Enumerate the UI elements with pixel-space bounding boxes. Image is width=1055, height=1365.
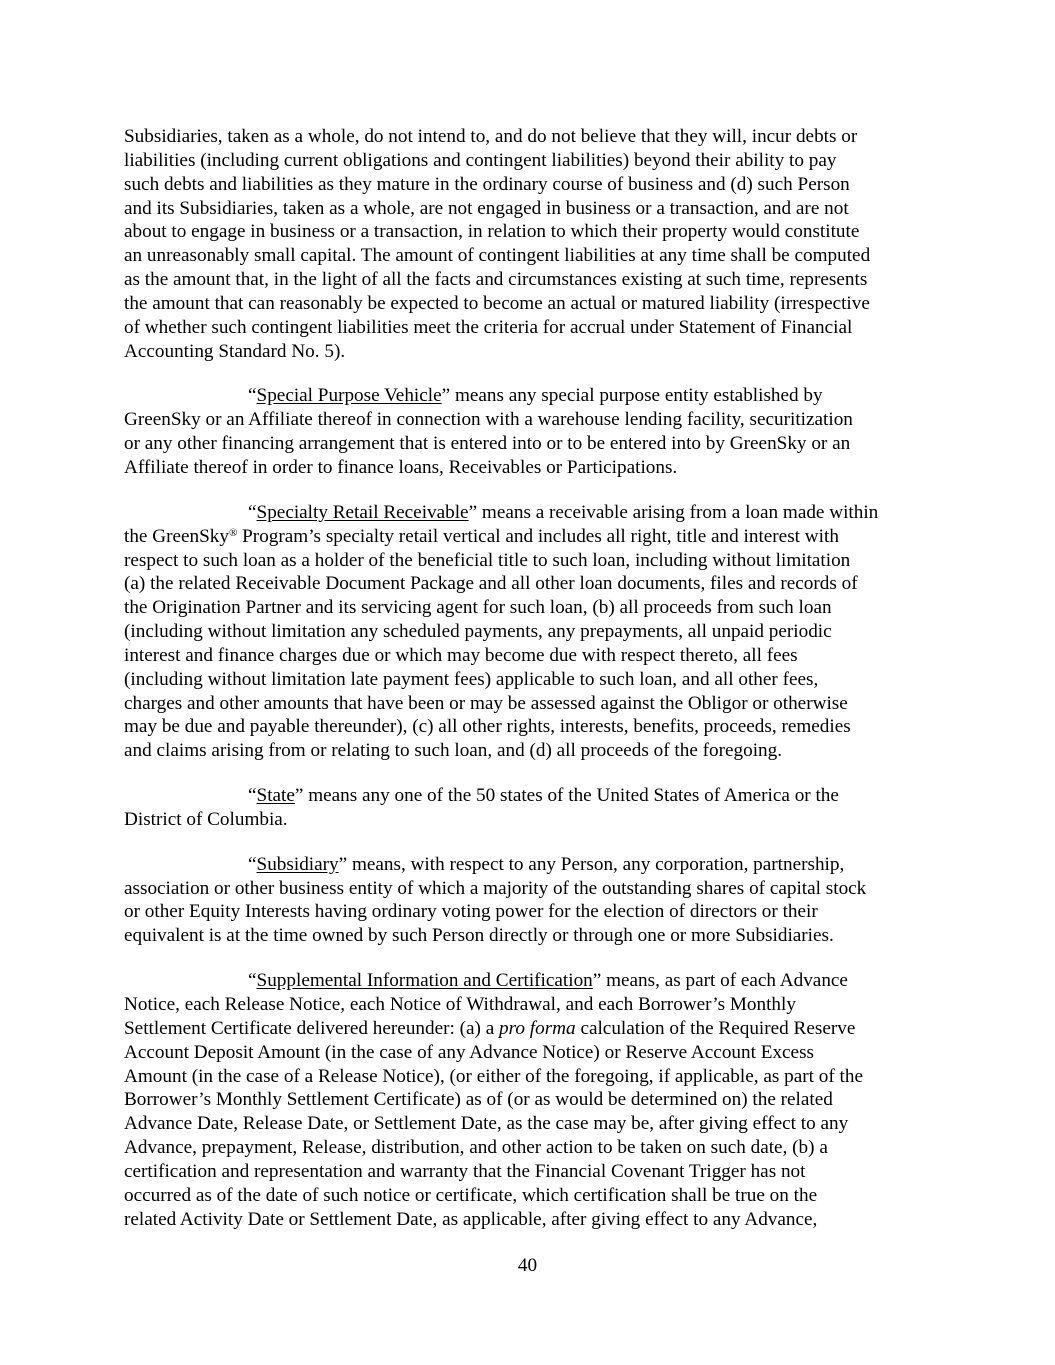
text-line: occurred as of the date of such notice or certificate, which certification shall be true on the xyxy=(124,1184,818,1206)
text-line: certification and representation and warranty that the Financial Covenant Trigger has not xyxy=(124,1160,806,1182)
text-line: and its Subsidiaries, taken as a whole, are not engaged in business or a transaction, and are not xyxy=(124,197,849,219)
text-line: or any other financing arrangement that is entered into or to be entered into by GreenSky or an xyxy=(124,433,851,455)
italic-text: pro forma xyxy=(499,1017,576,1039)
definition-paragraph xyxy=(124,969,944,1231)
defined-term: Specialty Retail Receivable xyxy=(256,501,469,523)
text-line: about to engage in business or a transaction, in relation to which their property would constitute xyxy=(124,221,860,243)
text-line: the amount that can reasonably be expected to become an actual or matured liability (irrespective xyxy=(124,292,870,314)
text-line: liabilities (including current obligations and contingent liabilities) beyond their ability to pay xyxy=(124,149,837,171)
text-line: Accounting Standard No. 5). xyxy=(124,340,346,362)
text-line: Notice, each Release Notice, each Notice of Withdrawal, and each Borrower’s Monthly xyxy=(124,994,796,1015)
text-line: Account Deposit Amount (in the case of any Advance Notice) or Reserve Account Excess xyxy=(124,1041,815,1063)
defined-term: Special Purpose Vehicle xyxy=(256,385,442,407)
text-line: “Special Purpose Vehicle” means any special purpose entity established by xyxy=(248,385,823,407)
text-line: association or other business entity of which a majority of the outstanding shares of capital stock xyxy=(124,877,867,899)
text-line: (a) the related Receivable Document Package and all other loan documents, files and records of xyxy=(124,573,858,595)
text-line: Affiliate thereof in order to finance loans, Receivables or Participations. xyxy=(124,456,678,478)
text-line: as the amount that, in the light of all the facts and circumstances existing at such time, represents xyxy=(124,269,868,291)
text-line: Subsidiaries, taken as a whole, do not intend to, and do not believe that they will, incur debts or xyxy=(124,126,858,147)
definition-paragraph xyxy=(124,501,944,763)
registered-mark: ® xyxy=(228,526,238,539)
text-line: Advance Date, Release Date, or Settlement Date, as the case may be, after giving effect to any xyxy=(124,1113,849,1135)
text-line: “Supplemental Information and Certification” means, as part of each Advance xyxy=(248,970,848,992)
definition-paragraph xyxy=(124,384,944,479)
text-line: an unreasonably small capital. The amount of contingent liabilities at any time shall be computed xyxy=(124,245,871,267)
defined-term: Supplemental Information and Certification xyxy=(256,970,593,992)
text-line: Advance, prepayment, Release, distribution, and other action to be taken on such date, (b) a xyxy=(124,1137,828,1159)
text-line: Borrower’s Monthly Settlement Certificate) as of (or as would be determined on) the related xyxy=(124,1089,833,1111)
text-line: (including without limitation late payment fees) applicable to such loan, and all other fees, xyxy=(124,668,819,690)
text-line: of whether such contingent liabilities meet the criteria for accrual under Statement of Financial xyxy=(124,316,853,338)
text-line: related Activity Date or Settlement Date, as applicable, after giving effect to any Advance, xyxy=(124,1208,818,1230)
text-line: District of Columbia. xyxy=(124,808,288,830)
text-line: the GreenSky® Program’s specialty retail vertical and includes all right, title and interest with xyxy=(124,525,839,547)
text-line: and claims arising from or relating to such loan, and (d) all proceeds of the foregoing. xyxy=(124,740,783,762)
defined-term: Subsidiary xyxy=(256,853,339,875)
definition-paragraph xyxy=(124,784,944,832)
text-line: respect to such loan as a holder of the beneficial title to such loan, including without limitation xyxy=(124,549,851,571)
page-number: 40 xyxy=(517,1255,538,1276)
defined-term: State xyxy=(256,785,295,807)
text-line: “Specialty Retail Receivable” means a receivable arising from a loan made within xyxy=(248,501,879,523)
text-line: Amount (in the case of a Release Notice), (or either of the foregoing, if applicable, as part of the xyxy=(124,1065,863,1087)
text-line: or other Equity Interests having ordinary voting power for the election of directors or their xyxy=(124,901,818,923)
text-line: “State” means any one of the 50 states of the United States of America or the xyxy=(248,785,839,807)
text-line: may be due and payable thereunder), (c) all other rights, interests, benefits, proceeds, remedies xyxy=(124,716,851,738)
text-line: GreenSky or an Affiliate thereof in connection with a warehouse lending facility, securitization xyxy=(124,409,853,431)
text-line: the Origination Partner and its servicing agent for such loan, (b) all proceeds from such loan xyxy=(124,597,832,619)
text-line: charges and other amounts that have been or may be assessed against the Obligor or otherwise xyxy=(124,692,848,714)
paragraph xyxy=(124,125,944,363)
document-body xyxy=(124,125,944,1252)
text-line: “Subsidiary” means, with respect to any Person, any corporation, partnership, xyxy=(248,853,845,875)
text-line: equivalent is at the time owned by such Person directly or through one or more Subsidiaries. xyxy=(124,925,834,947)
text-line: (including without limitation any scheduled payments, any prepayments, all unpaid periodic xyxy=(124,621,832,643)
definition-paragraph xyxy=(124,853,944,948)
text-line: interest and finance charges due or which may become due with respect thereto, all fees xyxy=(124,644,798,666)
text-line: such debts and liabilities as they mature in the ordinary course of business and (d) such Person xyxy=(124,173,850,195)
text-line: Settlement Certificate delivered hereunder: (a) a pro forma calculation of the Required Reserve xyxy=(124,1017,856,1039)
